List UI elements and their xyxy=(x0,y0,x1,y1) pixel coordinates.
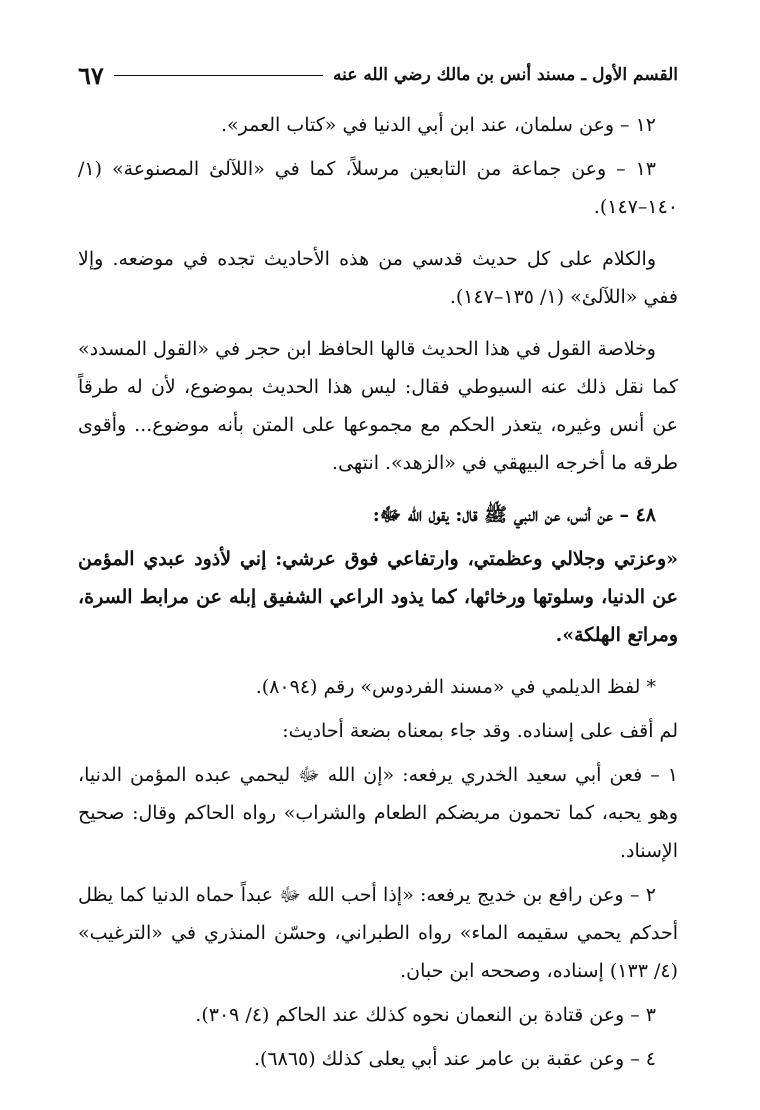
header-rule xyxy=(114,75,323,76)
running-title: القسم الأول ـ مسند أنس بن مالك رضي الله عنه xyxy=(333,65,678,85)
paragraph-support-1: ١ – فعن أبي سعيد الخدري يرفعه: «إن الله ﷻ ليحمي عبده المؤمن الدنيا، وهو يحبه، كما تحمون مريضكم الطعام والشراب» رواه الحاكم وقال: صحيح الإسناد. xyxy=(78,764,678,862)
page-header xyxy=(78,58,678,92)
paragraph-item-13: ١٣ – وعن جماعة من التابعين مرسلاً، كما في «اللآلئ المصنوعة» (١/ ١٤٠–١٤٧). xyxy=(78,158,678,218)
paragraph-support-3: ٣ – وعن قتادة بن النعمان نحوه كذلك عند الحاكم (٤/ ٣٠٩). xyxy=(195,1004,656,1026)
paragraph-source: * لفظ الديلمي في «مسند الفردوس» رقم (٨٠٩٤). xyxy=(255,676,656,698)
paragraph-note: لم أقف على إسناده. وقد جاء بمعناه بضعة أحاديث: xyxy=(282,720,678,742)
page-body xyxy=(78,106,678,1078)
hadith-48-text: «وعزتي وجلالي وعظمتي، وارتفاعي فوق عرشي: إني لأذود عبدي المؤمن عن الدنيا، وسلوتها ورخائها، كما يذود الراعي الشفيق إبله عن مرابط السرة، ومراتع الهلكة». xyxy=(78,548,678,646)
page-number: ٦٧ xyxy=(78,60,104,90)
paragraph-support-2: ٢ – وعن رافع بن خديج يرفعه: «إذا أحب الله ﷻ عبداً حماه الدنيا كما يظل أحدكم يحمي سقيمه الماء» رواه الطبراني، وحسّن المنذري في «الترغيب» (٤/ ١٣٣) إسناده، وصححه ابن حبان. xyxy=(78,884,678,982)
paragraph-support-4: ٤ – وعن عقبة بن عامر عند أبي يعلى كذلك (٦٨٦٥). xyxy=(253,1048,656,1070)
paragraph-item-12: ١٢ – وعن سلمان، عند ابن أبي الدنيا في «كتاب العمر». xyxy=(220,114,656,136)
paragraph-commentary: والكلام على كل حديث قدسي من هذه الأحاديث تجده في موضعه. وإلا ففي «اللآلئ» (١/ ١٣٥–١٤٧). xyxy=(78,248,678,308)
paragraph-summary: وخلاصة القول في هذا الحديث قالها الحافظ ابن حجر في «القول المسدد» كما نقل ذلك عنه السيوطي فقال: ليس هذا الحديث بموضوع، لأن له طرقاً عن أنس وغيره، يتعذر الحكم مع مجموعها على المتن بأنه موضوع... وأقوى طرقه ما أخرجه البيهقي في «الزهد». انتهى. xyxy=(78,338,678,474)
hadith-48-heading: ٤٨ – عن أنس، عن النبي ﷺ قال: يقول الله ﷻ: xyxy=(372,504,656,526)
